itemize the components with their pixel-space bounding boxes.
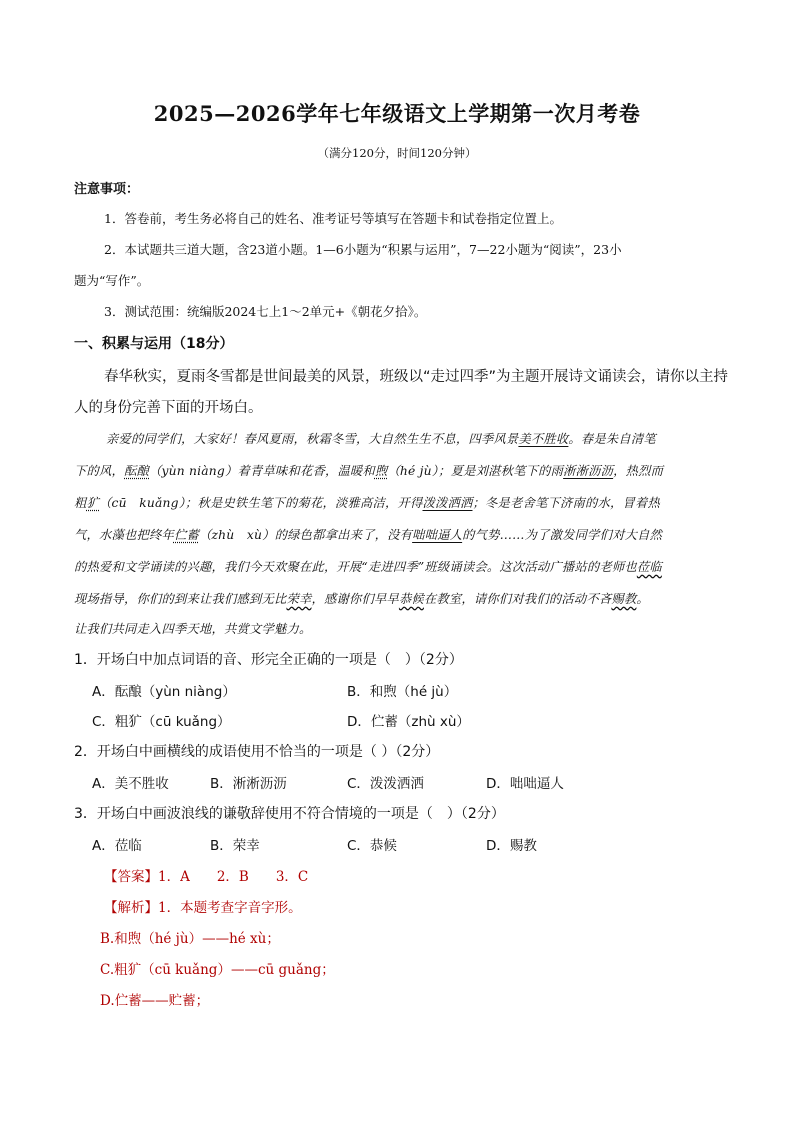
wavy-word: 恭候	[398, 592, 424, 606]
dotted-word: 犷	[86, 496, 99, 510]
passage-text: ，感谢你们早早	[311, 592, 399, 606]
page-subtitle: （满分120分，时间120分钟）	[317, 146, 477, 160]
wavy-word: 莅临	[636, 560, 662, 574]
intro-line-2: 人的身份完善下面的开场白。	[74, 400, 263, 416]
wavy-word: 赐教	[611, 592, 637, 606]
analysis-label: 【解析】	[104, 900, 158, 916]
passage-line-7: 让我们共同走入四季天地，共赏文学魅力。	[74, 622, 312, 636]
passage-text: 。春是朱自清笔	[568, 432, 656, 446]
question-2-option-c: C．泼泼洒洒	[347, 776, 424, 792]
question-1-option-a: A．酝酿（yùn niàng）	[92, 684, 236, 700]
analysis-item-c: C.粗犷（cū kuǎng）——cū guǎng；	[100, 962, 335, 978]
passage-text: （zhù xù）的绿色都拿出来了，没有	[198, 528, 413, 542]
passage-line-3	[74, 493, 660, 511]
passage-line-2	[74, 461, 663, 479]
passage-text: 现场指导，你们的到来让我们感到无比	[74, 592, 287, 606]
passage-text: （yùn niàng）着青草味和花香，温暖和	[149, 464, 375, 478]
passage-line-6	[74, 589, 649, 607]
intro-line-1: 春华秋实，夏雨冬雪都是世间最美的风景，班级以“走过四季”为主题开展诗文诵读会，请你以主持	[104, 369, 729, 385]
passage-line-1	[106, 429, 656, 447]
passage-text: 在教室，请你们对我们的活动不吝	[423, 592, 612, 606]
question-1-option-d: D．伫蓄（zhù xù）	[347, 714, 470, 730]
passage-text: 亲爱的同学们，大家好！春风夏雨，秋霜冬雪，大自然生生不息，四季风景	[106, 432, 519, 446]
passage-text: 气，水藻也把终年	[74, 528, 174, 542]
passage-text: 粗	[74, 496, 87, 510]
passage-text: 的热爱和文学诵读的兴趣，我们今天欢聚在此，开展“走进四季”班级诵读会。这次活动广播站的老师也	[74, 560, 637, 574]
question-1-option-b: B．和煦（hé jù）	[347, 684, 458, 700]
underlined-idiom: 咄咄逼人	[412, 528, 463, 542]
passage-line-5	[74, 557, 662, 575]
question-1-option-c: C．粗犷（cū kuǎng）	[92, 714, 231, 730]
question-2-option-b: B．淅淅沥沥	[210, 776, 287, 792]
underlined-idiom: 美不胜收	[518, 432, 569, 446]
answer-text: 1．A 2．B 3．C	[158, 869, 309, 885]
question-3-option-a: A．莅临	[92, 838, 142, 854]
notice-item-2-line-2: 题为“写作”。	[74, 273, 150, 288]
underlined-idiom: 淅淅沥沥	[563, 464, 614, 478]
passage-line-4	[74, 525, 662, 543]
answer-label: 【答案】	[104, 869, 158, 885]
question-2-option-d: D．咄咄逼人	[486, 776, 564, 792]
passage-text: 。	[636, 592, 649, 606]
section-1-heading: 一、积累与运用（18分）	[74, 336, 234, 352]
passage-text: （cū kuǎng）；秋是史铁生笔下的菊花，淡雅高洁，开得	[99, 496, 423, 510]
notice-item-2-line-1: 2．本试题共三道大题，含23道小题。1—6小题为“积累与运用”，7—22小题为“阅读”，23小	[104, 242, 622, 257]
question-1-stem: 1．开场白中加点词语的音、形完全正确的一项是（ ）（2分）	[74, 652, 463, 668]
question-2-option-a: A．美不胜收	[92, 776, 169, 792]
answer-line	[104, 865, 308, 885]
analysis-item-d: D.伫蓄——贮蓄；	[100, 993, 210, 1009]
underlined-idiom: 泼泼洒洒	[422, 496, 473, 510]
dotted-word: 酝酿	[124, 464, 149, 478]
passage-text: （hé jù）；夏是刘湛秋笔下的雨	[387, 464, 564, 478]
passage-text: ；冬是老舍笔下济南的水，冒着热	[472, 496, 660, 510]
passage-text: ，热烈而	[613, 464, 664, 478]
page-title: 2025—2026学年七年级语文上学期第一次月考卷	[153, 101, 641, 126]
dotted-word: 伫蓄	[173, 528, 199, 542]
question-3-stem: 3．开场白中画波浪线的谦敬辞使用不符合情境的一项是（ ）（2分）	[74, 806, 505, 822]
passage-text: 的气势……为了激发同学们对大自然	[462, 528, 663, 542]
analysis-line	[104, 896, 302, 916]
question-2-stem: 2．开场白中画横线的成语使用不恰当的一项是（ ）（2分）	[74, 744, 440, 760]
notice-item-3: 3．测试范围：统编版2024七上1～2单元+《朝花夕拾》。	[104, 304, 427, 319]
analysis-text: 1．本题考查字音字形。	[158, 900, 302, 916]
question-3-option-d: D．赐教	[486, 838, 537, 854]
notice-item-1: 1．答卷前，考生务必将自己的姓名、准考证号等填写在答题卡和试卷指定位置上。	[104, 211, 562, 226]
analysis-item-b: B.和煦（hé jù）——hé xù；	[100, 931, 280, 947]
wavy-word: 荣幸	[286, 592, 312, 606]
question-3-option-c: C．恭候	[347, 838, 397, 854]
notice-heading: 注意事项：	[74, 182, 140, 197]
passage-text: 下的风，	[74, 464, 124, 478]
dotted-word: 煦	[374, 464, 388, 478]
question-3-option-b: B．荣幸	[210, 838, 260, 854]
